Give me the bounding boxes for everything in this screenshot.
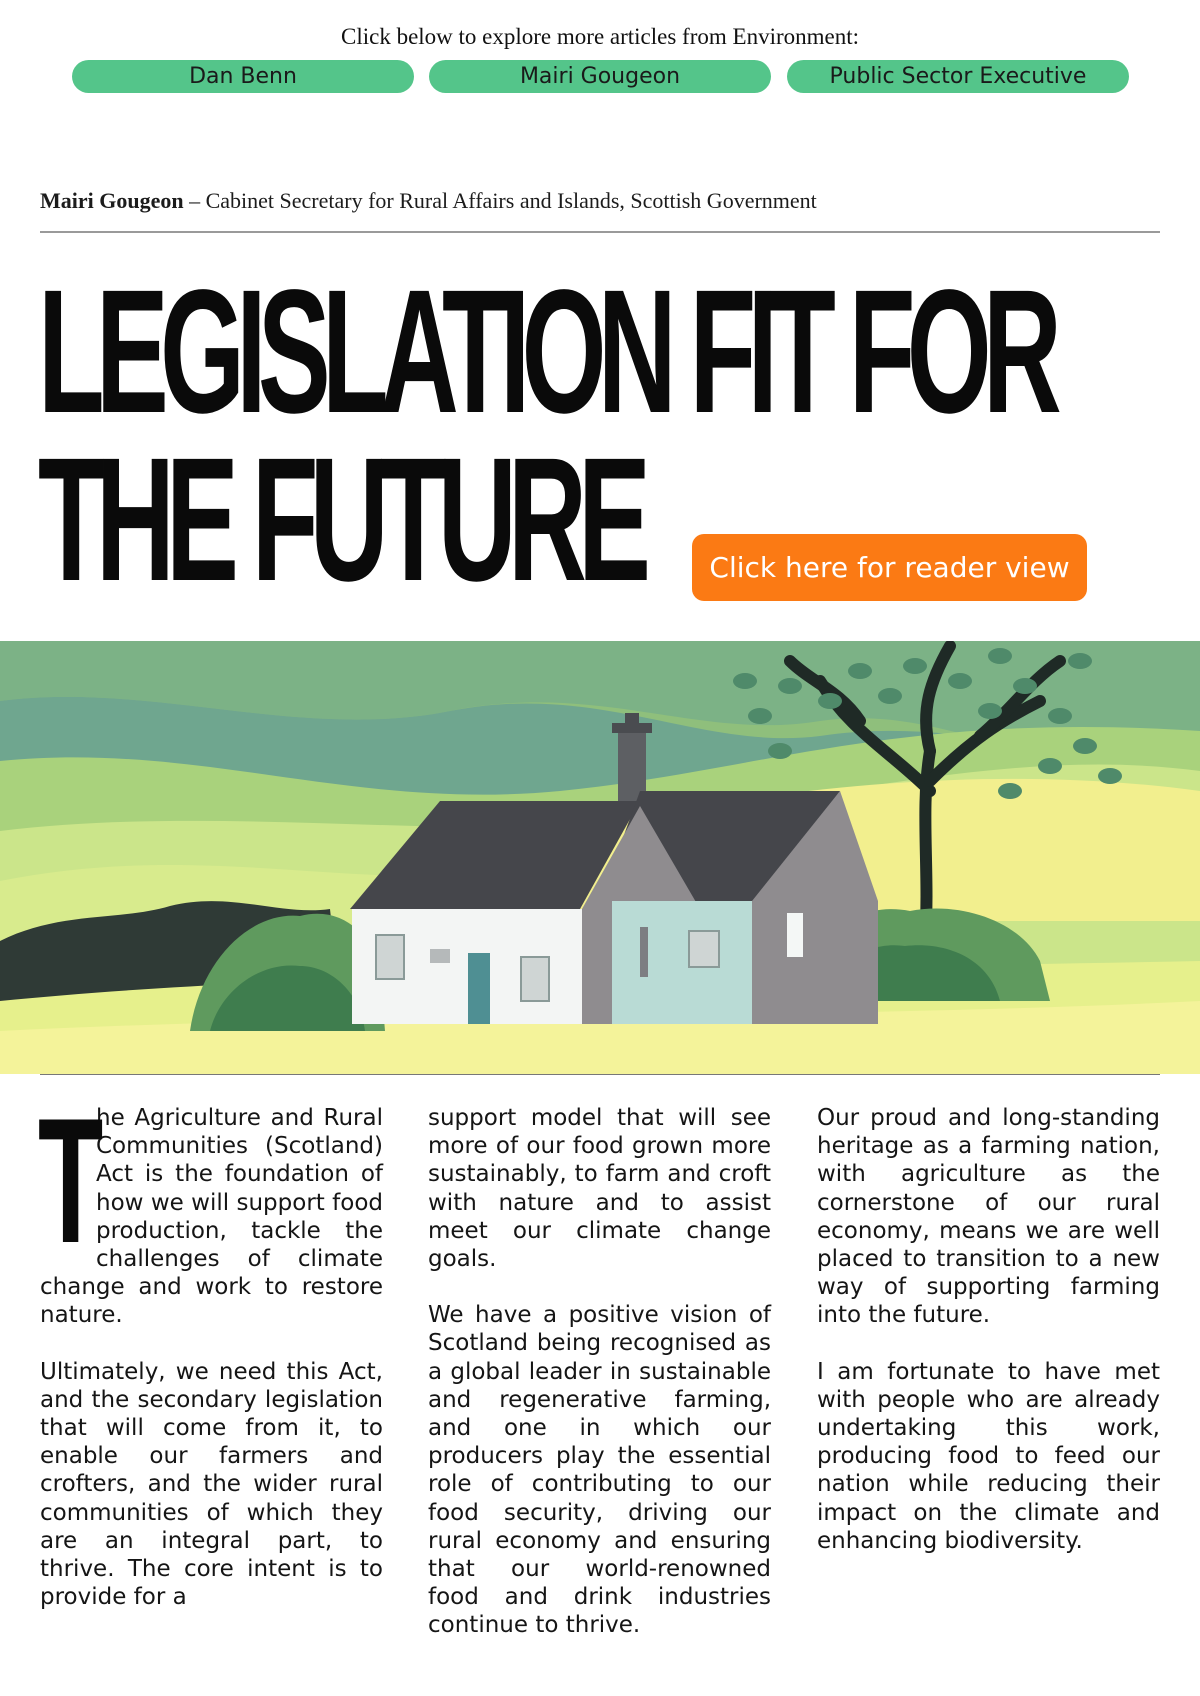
farmhouse-landscape-image xyxy=(0,641,1200,1074)
article-paragraph: We have a positive vision of Scotland being recognised as a global leader in sustainable and regenerative farming, and one in which our producers play the essential role of contributing to our food security, driving our rural economy and ensuring that our world-renowned food and drink industries continue to thrive. xyxy=(428,1302,771,1639)
related-article-links xyxy=(72,60,1129,93)
article-paragraph: I am fortunate to have met with people who are already undertaking this work, producing food to feed our nation while reducing their impact on the climate and enhancing biodiversity. xyxy=(817,1358,1160,1554)
drop-cap: T xyxy=(38,1081,104,1280)
explore-prompt: Click below to explore more articles from Environment: xyxy=(341,24,859,49)
article-column-2 xyxy=(428,1104,771,1668)
link-public-sector-executive[interactable]: Public Sector Executive xyxy=(787,60,1129,93)
link-dan-benn[interactable]: Dan Benn xyxy=(72,60,414,93)
title-line-2: THE FUTURE xyxy=(38,422,643,618)
divider xyxy=(40,1074,1160,1075)
paragraph-text: he Agriculture and Rural Communities (Scotland) Act is the foundation of how we will support food production, tackle the challenges of climate change and work to restore nature. xyxy=(40,1105,383,1329)
article-paragraph xyxy=(38,1081,383,1330)
divider xyxy=(40,231,1160,233)
byline-author: Mairi Gougeon xyxy=(40,188,184,213)
article-column-3 xyxy=(817,1104,1160,1583)
byline xyxy=(40,188,1160,214)
article-paragraph: Ultimately, we need this Act, and the secondary legislation that will come from it, to enable our farmers and crofters, and the wider rural communities of which they are an integral part, to thrive. The core intent is to provide for a xyxy=(40,1358,383,1611)
title-line-1: LEGISLATION FIT FOR xyxy=(38,254,1054,450)
article-column-1 xyxy=(38,1081,383,1639)
article-paragraph: Our proud and long-standing heritage as a farming nation, with agriculture as the cornerstone of our rural economy, means we are well placed to transition to a new way of supporting farming into the future. xyxy=(817,1105,1160,1329)
byline-role: – Cabinet Secretary for Rural Affairs and Islands, Scottish Government xyxy=(183,188,817,213)
reader-view-button[interactable]: Click here for reader view xyxy=(692,534,1087,601)
link-mairi-gougeon[interactable]: Mairi Gougeon xyxy=(429,60,771,93)
article-paragraph: support model that will see more of our food grown more sustainably, to farm and croft with nature and to assist meet our climate change goals. xyxy=(428,1105,771,1273)
farmhouse-illustration xyxy=(0,641,1200,1074)
